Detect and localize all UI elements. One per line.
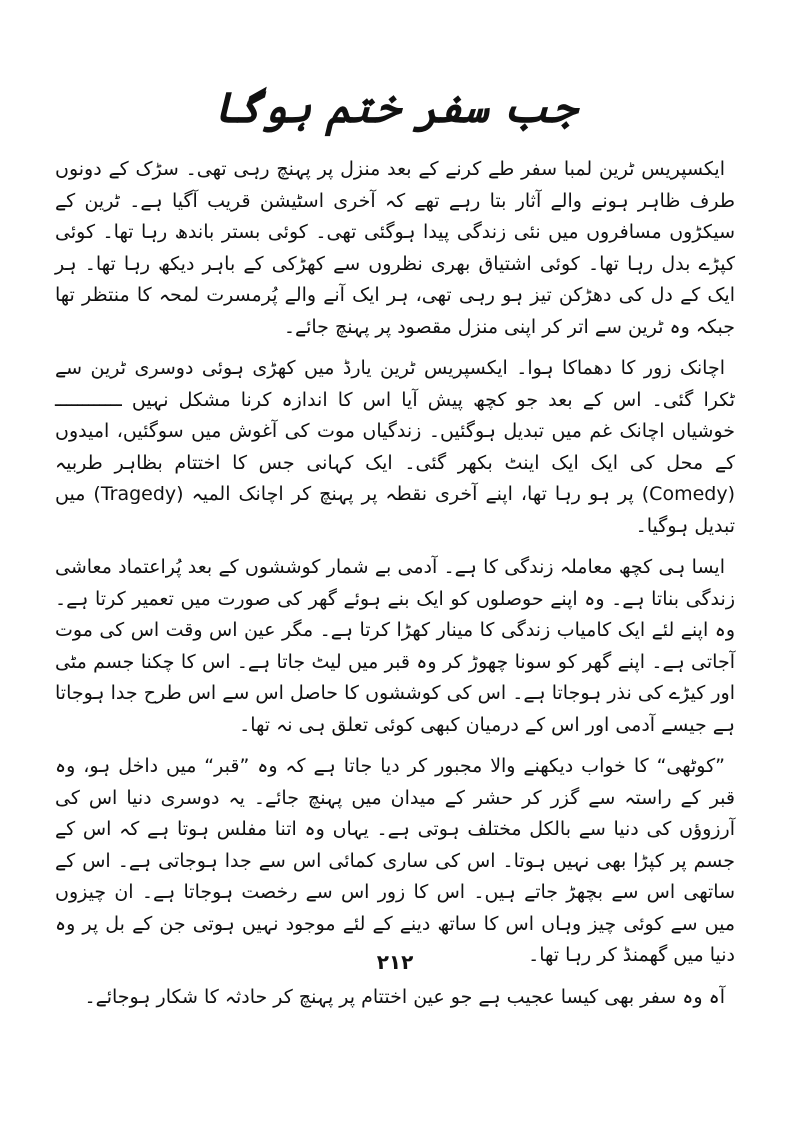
paragraph-4: ”کوٹھی“ کا خواب دیکھنے والا مجبور کر دیا جاتا ہے کہ وہ ”قبر“ میں داخل ہو، وہ قبر کے راستہ سے گزر کر حشر کے میدان میں پہنچ جائے۔ یہ دوسری دنیا اس کی آرزوؤں کی دنیا سے بالکل مختلف ہوتی ہے۔ یہاں وہ اتنا مفلس ہوتا ہے کہ اس کے جسم پر کپڑا بھی نہیں ہوتا۔ اس کی ساری کمائی اس سے جدا ہوجاتی ہے۔ اس کے ساتھی اس سے بچھڑ جاتے ہیں۔ اس کا زور اس سے رخصت ہوجاتا ہے۔ ان چیزوں میں سے کوئی چیز وہاں اس کا ساتھ دینے کے لئے موجود نہیں ہوتی جن کے بل پر وہ دنیا میں گھمنڈ کر رہا تھا۔ xyxy=(55,755,735,966)
paragraph-2: اچانک زور کا دھماکا ہوا۔ ایکسپریس ٹرین یارڈ میں کھڑی ہوئی دوسری ٹرین سے ٹکرا گئی۔ اس کے بعد جو کچھ پیش آیا اس کا اندازہ کرنا مشکل نہیں ــــــــــــ خوشیاں اچانک غم میں تبدیل ہوگئیں۔ زندگیاں موت کی آغوش میں سوگئیں، امیدوں کے محل کی ایک ایک اینٹ بکھر گئی۔ ایک کہانی جس کا اختتام بظاہر طربیہ (Comedy) پر ہو رہا تھا، اپنے آخری نقطہ پر پہنچ کر اچانک المیہ (Tragedy) میں تبدیل ہوگیا۔ xyxy=(55,357,735,537)
paragraph-1: ایکسپریس ٹرین لمبا سفر طے کرنے کے بعد منزل پر پہنچ رہی تھی۔ سڑک کے دونوں طرف ظاہر ہونے والے آثار بتا رہے تھے کہ آخری اسٹیشن قریب آگیا ہے۔ ٹرین کے سیکڑوں مسافروں میں نئی زندگی پیدا ہوگئی تھی۔ کوئی بستر باندھ رہا تھا۔ کوئی کپڑے بدل رہا تھا۔ کوئی اشتیاق بھری نظروں سے کھڑکی کے باہر دیکھ رہا تھا۔ ہر ایک کے دل کی دھڑکن تیز ہو رہی تھی، ہر ایک آنے والے پُرمسرت لمحہ کا منتظر تھا جبکہ وہ ٹرین سے اتر کر اپنی منزل مقصود پر پہنچ جائے۔ xyxy=(55,158,735,338)
article-body xyxy=(55,154,735,1013)
paragraph-5: آہ وہ سفر بھی کیسا عجیب ہے جو عین اختتام پر پہنچ کر حادثہ کا شکار ہوجائے۔ xyxy=(84,985,725,1008)
page-number: ۲۱۲ xyxy=(376,950,414,974)
page-title: جب سفر ختم ہوگا xyxy=(213,83,577,132)
paragraph-3: ایسا ہی کچھ معاملہ زندگی کا ہے۔ آدمی بے شمار کوششوں کے بعد پُراعتماد معاشی زندگی بناتا ہے۔ وہ اپنے حوصلوں کو ایک بنے ہوئے گھر کی صورت میں تعمیر کرتا ہے۔ وہ اپنے لئے ایک کامیاب زندگی کا مینار کھڑا کرتا ہے۔ مگر عین اس وقت اس کی موت آجاتی ہے۔ اپنے گھر کو سونا چھوڑ کر وہ قبر میں لیٹ جاتا ہے۔ اس کا چکنا جسم مٹی اور کیڑے کی نذر ہوجاتا ہے۔ اس کی کوششوں کا حاصل اس سے اس طرح جدا ہوجاتا ہے جیسے آدمی اور اس کے درمیان کبھی کوئی تعلق ہی نہ تھا۔ xyxy=(55,556,735,736)
